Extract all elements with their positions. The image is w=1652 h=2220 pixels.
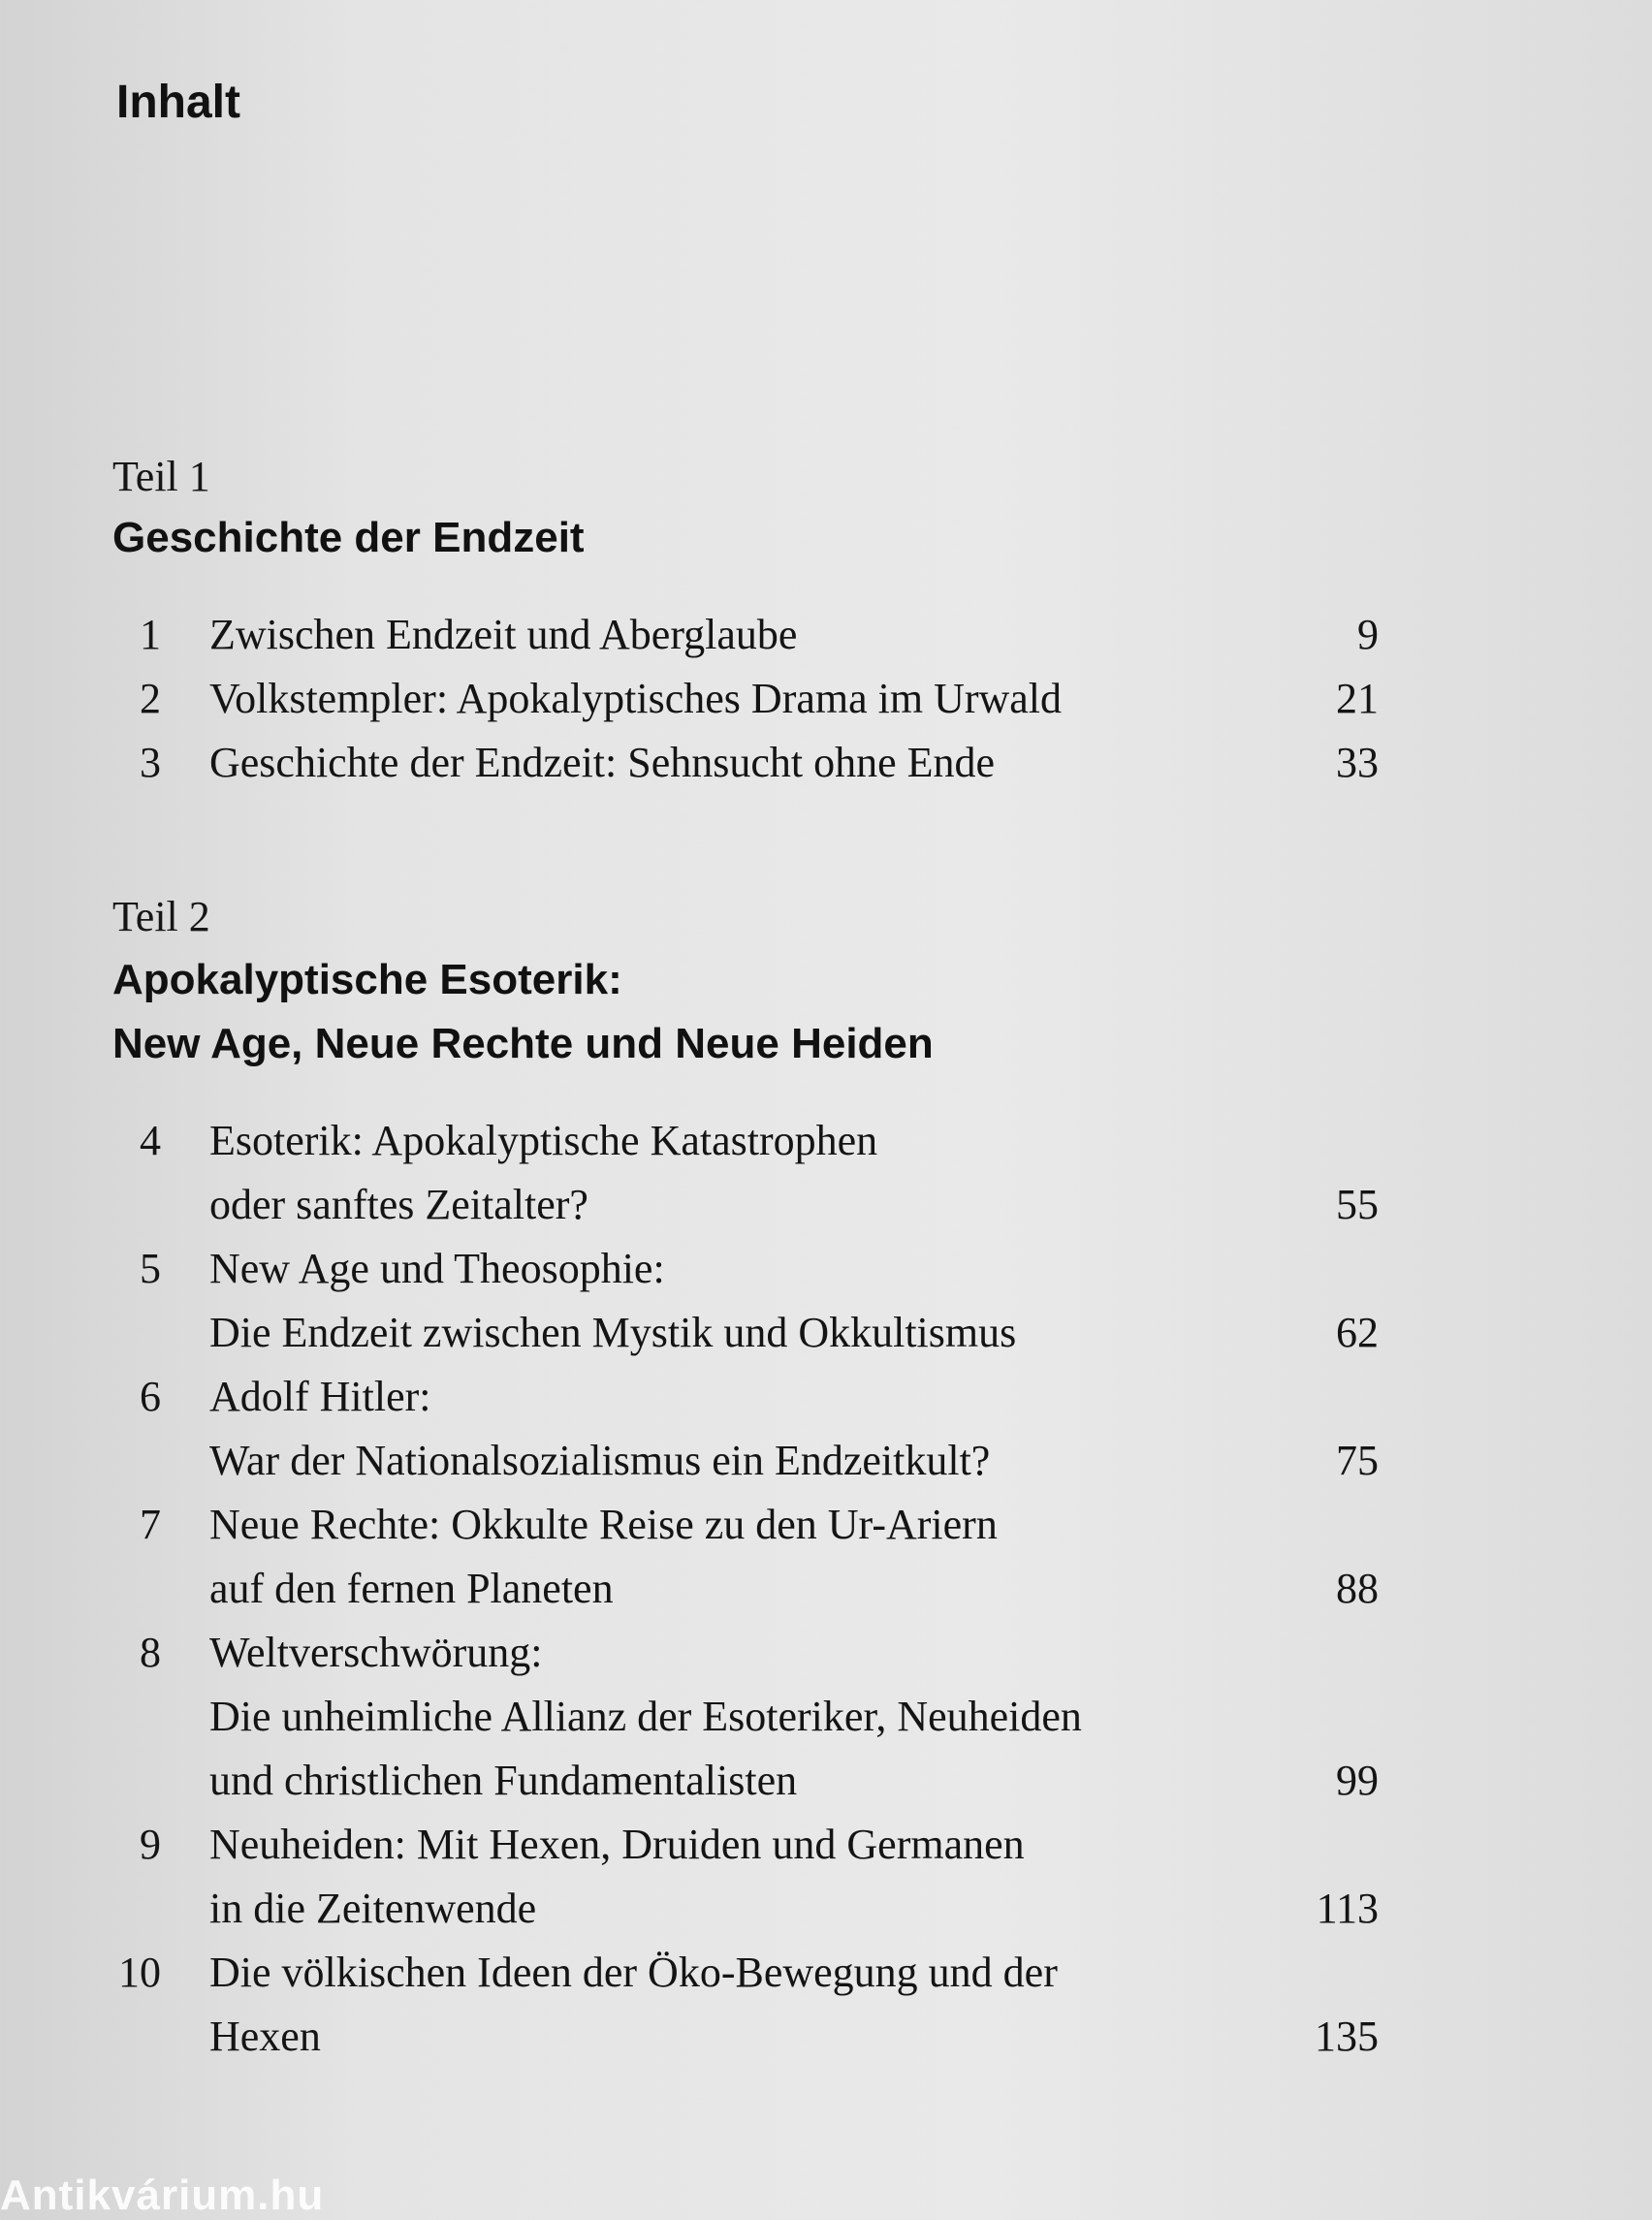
part-1-title [112,506,585,570]
chapter-title-line: auf den fernen Planeten [209,1565,614,1612]
part-2-title-line: Apokalyptische Esoterik: [112,956,622,1003]
chapter-title-line: in die Zeitenwende [209,1885,537,1932]
part-2-title-line: New Age, Neue Rechte und Neue Heiden [112,1020,934,1067]
chapter-title [209,1621,1082,1813]
chapter-title [209,1365,990,1493]
page-number: 21 [1336,675,1379,722]
chapter-title [209,1941,1058,2069]
toc-entry-8[interactable] [0,1621,1652,1813]
chapter-number: 1 [140,611,161,658]
chapter-title-line: Die Endzeit zwischen Mystik und Okkultismus [209,1309,1017,1356]
chapter-title-line: und christlichen Fundamentalisten [209,1757,798,1804]
chapter-title-line: New Age und Theosophie: [209,1245,665,1292]
chapter-title-line: Zwischen Endzeit und Aberglaube [209,611,798,658]
chapter-title-line: Volkstempler: Apokalyptisches Drama im Urwald [209,675,1063,722]
chapter-title-line: Neue Rechte: Okkulte Reise zu den Ur-Ariern [209,1501,998,1548]
toc-entry-3[interactable] [0,731,1652,795]
page-number: 135 [1315,2013,1379,2060]
page-number: 62 [1336,1309,1379,1356]
chapter-number: 10 [118,1949,161,1996]
part-1-label: Teil 1 [112,453,210,500]
part-2-label: Teil 2 [112,893,210,940]
chapter-number: 5 [140,1245,161,1292]
chapter-title-line: Weltverschwörung: [209,1629,543,1676]
chapter-number: 3 [140,739,161,786]
toc-entry-7[interactable] [0,1493,1652,1621]
toc-entry-1[interactable] [0,603,1652,667]
page-number: 99 [1336,1757,1379,1804]
chapter-title-line: War der Nationalsozialismus ein Endzeitkult? [209,1437,991,1484]
part-2-entries [0,1109,1652,2069]
page-number: 75 [1336,1437,1379,1484]
chapter-title-line: oder sanftes Zeitalter? [209,1181,588,1228]
chapter-title [209,667,1062,731]
chapter-title [209,1813,1025,1941]
chapter-title-line: Hexen [209,2013,321,2060]
toc-entry-4[interactable] [0,1109,1652,1237]
chapter-title [209,603,797,667]
chapter-title-line: Esoterik: Apokalyptische Katastrophen [209,1117,878,1164]
chapter-number: 7 [140,1501,161,1548]
chapter-title-line: Adolf Hitler: [209,1373,431,1420]
page-number: 88 [1336,1565,1379,1612]
chapter-title-line: Die unheimliche Allianz der Esoteriker, Neuheiden [209,1693,1082,1740]
chapter-title [209,1493,998,1621]
chapter-title-line: Die völkischen Ideen der Öko-Bewegung und der [209,1949,1058,1996]
page-number: 9 [1357,611,1379,658]
chapter-title [209,1237,1016,1365]
chapter-number: 9 [140,1821,161,1868]
chapter-title-line: Neuheiden: Mit Hexen, Druiden und Germanen [209,1821,1025,1868]
page-number: 113 [1316,1885,1379,1932]
page-number: 33 [1336,739,1379,786]
chapter-number: 6 [140,1373,161,1420]
toc-entry-5[interactable] [0,1237,1652,1365]
chapter-title-line: Geschichte der Endzeit: Sehnsucht ohne Ende [209,739,996,786]
toc-entry-6[interactable] [0,1365,1652,1493]
part-1-title-line: Geschichte der Endzeit [112,514,585,561]
page-number: 55 [1336,1181,1379,1228]
toc-heading: Inhalt [116,77,240,128]
chapter-number: 2 [140,675,161,722]
chapter-number: 8 [140,1629,161,1676]
toc-entry-2[interactable] [0,667,1652,731]
chapter-number: 4 [140,1117,161,1164]
toc-entry-9[interactable] [0,1813,1652,1941]
watermark-text: Antikvárium.hu [0,2172,325,2219]
part-2-title [112,948,934,1076]
chapter-title [209,1109,877,1237]
toc-entry-10[interactable] [0,1941,1652,2069]
chapter-title [209,731,995,795]
part-1-entries [0,603,1652,795]
